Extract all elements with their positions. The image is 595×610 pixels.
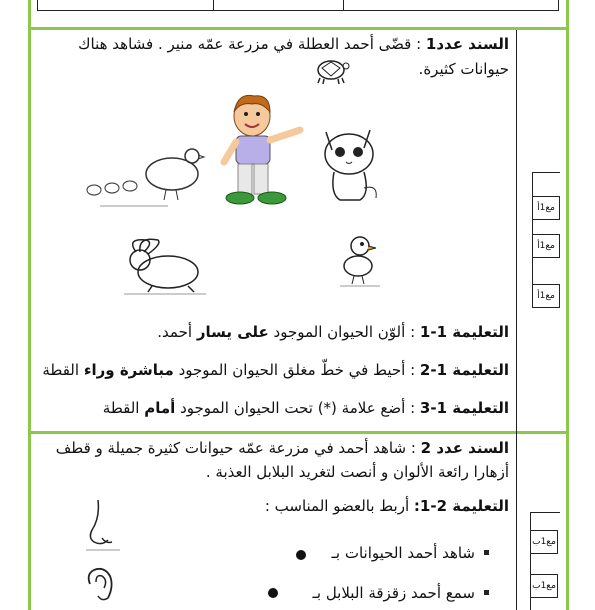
section2-line1	[56, 437, 509, 459]
bullet	[484, 590, 489, 595]
instruction-1-2	[42, 359, 509, 381]
cat-illustration	[318, 124, 384, 206]
section-divider	[28, 27, 569, 30]
instruction-emphasis: مباشرة وراء	[83, 361, 174, 379]
section1-line2: حيوانات كثيرة.	[418, 60, 509, 78]
grade-box-1[interactable]: مع1أ	[532, 196, 560, 220]
hen-chicks-illustration	[80, 140, 210, 210]
instruction-emphasis: على يسار	[196, 323, 269, 341]
grade-box-frame-2-top	[530, 512, 560, 513]
instruction-label: التعليمة 1-2	[419, 361, 509, 379]
instruction-label: التعليمة 1-1	[419, 323, 509, 341]
rabbit-illustration	[118, 234, 210, 296]
nose-icon	[84, 498, 124, 554]
grade-box-frame	[532, 172, 533, 308]
section-divider-2	[28, 431, 569, 434]
ear-icon	[84, 564, 118, 604]
match-item-1: شاهد أحمد الحيوانات بـ	[331, 544, 475, 562]
instruction-text-end: أحمد.	[157, 323, 197, 341]
section2-title: السند عدد 2	[420, 439, 509, 457]
instruction-2-1	[265, 495, 509, 517]
grade-box-frame-top	[532, 172, 560, 173]
page-border-right	[566, 0, 569, 610]
bullet	[484, 550, 489, 555]
instruction-1-3	[103, 397, 509, 419]
match-dot-2[interactable]	[268, 588, 278, 598]
instruction-text: : ألوّن الحيوان الموجود	[268, 323, 420, 341]
grade-box-2[interactable]: مع1أ	[532, 234, 560, 258]
match-dot-1[interactable]	[296, 550, 306, 560]
grade-box-5[interactable]: مع1ب	[530, 574, 558, 598]
match-item-2: سمع أحمد زقزقة البلابل بـ	[312, 584, 475, 602]
instruction-text: أربط بالعضو المناسب :	[264, 497, 414, 515]
section1-line1	[78, 33, 509, 55]
instruction-text: : أضع علامة (*) تحت الحيوان الموجود	[175, 399, 420, 417]
instruction-text: : أحيط في خطّ مغلق الحيوان الموجود	[173, 361, 420, 379]
section1-title: السند عدد1	[425, 35, 509, 53]
instruction-label: التعليمة 1-3	[419, 399, 509, 417]
instruction-1-1	[157, 321, 509, 343]
instruction-label: التعليمة 2-1:	[413, 497, 509, 515]
duck-illustration	[336, 234, 384, 288]
margin-column-line	[516, 30, 517, 610]
turtle-illustration	[312, 52, 350, 88]
grade-box-3[interactable]: مع1أ	[532, 284, 560, 308]
section2-line2: أزهارا رائعة الألوان و أنصت لتغريد البلابل العذبة .	[205, 463, 509, 481]
top-table	[37, 0, 559, 11]
instruction-text-end: القطة	[42, 361, 84, 379]
page-border-left	[28, 0, 31, 610]
instruction-emphasis: أمام	[144, 399, 176, 417]
instruction-text-end: القطة	[102, 399, 145, 417]
grade-box-4[interactable]: مع1ب	[530, 530, 558, 554]
section1-text: : قضّى أحمد العطلة في مزرعة عمّه منير . فشاهد هناك	[78, 35, 426, 53]
section2-text: : شاهد أحمد في مزرعة عمّه حيوانات كثيرة جميلة و قطف	[55, 439, 421, 457]
boy-ahmed-illustration	[210, 90, 310, 208]
